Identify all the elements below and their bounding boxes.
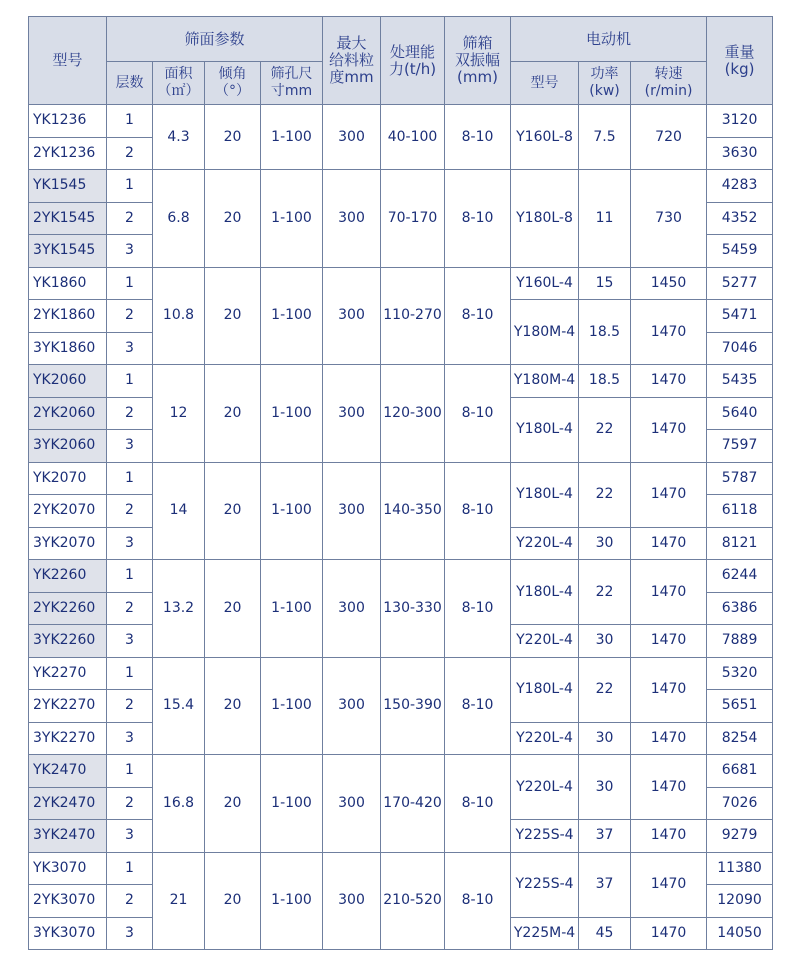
col-power: 功率 (kw) (579, 62, 631, 105)
max-feed-cell: 300 (323, 755, 381, 853)
max-feed-cell: 300 (323, 852, 381, 950)
angle-cell: 20 (205, 462, 261, 560)
speed-cell: 1470 (631, 300, 707, 365)
model-cell: 2YK2470 (29, 787, 107, 820)
layers-cell: 2 (107, 495, 153, 528)
power-cell: 22 (579, 462, 631, 527)
layers-cell: 1 (107, 105, 153, 138)
power-cell: 30 (579, 755, 631, 820)
model-cell: 3YK1545 (29, 235, 107, 268)
model-cell: YK1545 (29, 170, 107, 203)
capacity-cell: 140-350 (381, 462, 445, 560)
mesh-cell: 1-100 (261, 267, 323, 365)
model-cell: YK2060 (29, 365, 107, 398)
speed-cell: 1470 (631, 755, 707, 820)
power-cell: 22 (579, 397, 631, 462)
area-cell: 6.8 (153, 170, 205, 268)
model-cell: 2YK2060 (29, 397, 107, 430)
col-area: 面积 （㎡） (153, 62, 205, 105)
layers-cell: 2 (107, 202, 153, 235)
col-angle: 倾角 （°） (205, 62, 261, 105)
power-cell: 30 (579, 527, 631, 560)
angle-cell: 20 (205, 365, 261, 463)
amplitude-cell: 8-10 (445, 755, 511, 853)
layers-cell: 1 (107, 560, 153, 593)
weight-cell: 6118 (707, 495, 773, 528)
layers-cell: 1 (107, 170, 153, 203)
layers-cell: 3 (107, 527, 153, 560)
max-feed-cell: 300 (323, 560, 381, 658)
weight-cell: 7046 (707, 332, 773, 365)
table-row (29, 267, 773, 300)
weight-cell: 5320 (707, 657, 773, 690)
table-row (29, 170, 773, 203)
max-feed-cell: 300 (323, 365, 381, 463)
area-cell: 12 (153, 365, 205, 463)
model-cell: 2YK1860 (29, 300, 107, 333)
col-weight: 重量 (kg) (707, 17, 773, 105)
weight-cell: 11380 (707, 852, 773, 885)
mesh-cell: 1-100 (261, 365, 323, 463)
area-cell: 10.8 (153, 267, 205, 365)
angle-cell: 20 (205, 267, 261, 365)
power-cell: 37 (579, 820, 631, 853)
power-cell: 22 (579, 560, 631, 625)
table-row (29, 657, 773, 690)
angle-cell: 20 (205, 105, 261, 170)
motor-model-cell: Y160L-8 (511, 105, 579, 170)
layers-cell: 3 (107, 820, 153, 853)
angle-cell: 20 (205, 170, 261, 268)
model-cell: YK3070 (29, 852, 107, 885)
table-row (29, 365, 773, 398)
amplitude-cell: 8-10 (445, 462, 511, 560)
area-cell: 13.2 (153, 560, 205, 658)
angle-cell: 20 (205, 852, 261, 950)
weight-cell: 7889 (707, 625, 773, 658)
col-motor: 电动机 (511, 17, 707, 62)
layers-cell: 2 (107, 397, 153, 430)
col-amplitude: 筛箱 双振幅 (mm) (445, 17, 511, 105)
amplitude-cell: 8-10 (445, 365, 511, 463)
layers-cell: 2 (107, 592, 153, 625)
model-cell: 3YK2070 (29, 527, 107, 560)
model-cell: 2YK1545 (29, 202, 107, 235)
capacity-cell: 120-300 (381, 365, 445, 463)
weight-cell: 5435 (707, 365, 773, 398)
weight-cell: 5787 (707, 462, 773, 495)
amplitude-cell: 8-10 (445, 267, 511, 365)
power-cell: 15 (579, 267, 631, 300)
amplitude-cell: 8-10 (445, 657, 511, 755)
amplitude-cell: 8-10 (445, 105, 511, 170)
model-cell: 2YK2260 (29, 592, 107, 625)
weight-cell: 8121 (707, 527, 773, 560)
weight-cell: 9279 (707, 820, 773, 853)
motor-model-cell: Y180M-4 (511, 365, 579, 398)
layers-cell: 1 (107, 267, 153, 300)
motor-model-cell: Y220L-4 (511, 527, 579, 560)
area-cell: 16.8 (153, 755, 205, 853)
power-cell: 7.5 (579, 105, 631, 170)
power-cell: 22 (579, 657, 631, 722)
model-cell: YK1860 (29, 267, 107, 300)
area-cell: 21 (153, 852, 205, 950)
speed-cell: 1470 (631, 917, 707, 950)
layers-cell: 1 (107, 852, 153, 885)
model-cell: YK2070 (29, 462, 107, 495)
motor-model-cell: Y180M-4 (511, 300, 579, 365)
motor-model-cell: Y225S-4 (511, 820, 579, 853)
col-capacity: 处理能 力(t/h) (381, 17, 445, 105)
motor-model-cell: Y180L-4 (511, 657, 579, 722)
power-cell: 30 (579, 625, 631, 658)
layers-cell: 3 (107, 332, 153, 365)
mesh-cell: 1-100 (261, 560, 323, 658)
table-row (29, 852, 773, 885)
mesh-cell: 1-100 (261, 852, 323, 950)
col-motor-model: 型号 (511, 62, 579, 105)
mesh-cell: 1-100 (261, 755, 323, 853)
speed-cell: 1470 (631, 722, 707, 755)
layers-cell: 3 (107, 430, 153, 463)
model-cell: 3YK3070 (29, 917, 107, 950)
layers-cell: 1 (107, 657, 153, 690)
layers-cell: 1 (107, 365, 153, 398)
layers-cell: 1 (107, 462, 153, 495)
capacity-cell: 130-330 (381, 560, 445, 658)
power-cell: 45 (579, 917, 631, 950)
model-cell: YK2260 (29, 560, 107, 593)
weight-cell: 7026 (707, 787, 773, 820)
motor-model-cell: Y220L-4 (511, 722, 579, 755)
power-cell: 30 (579, 722, 631, 755)
speed-cell: 730 (631, 170, 707, 268)
speed-cell: 1470 (631, 365, 707, 398)
speed-cell: 1470 (631, 852, 707, 917)
max-feed-cell: 300 (323, 105, 381, 170)
weight-cell: 7597 (707, 430, 773, 463)
layers-cell: 3 (107, 235, 153, 268)
amplitude-cell: 8-10 (445, 170, 511, 268)
model-cell: YK1236 (29, 105, 107, 138)
motor-model-cell: Y180L-4 (511, 462, 579, 527)
capacity-cell: 210-520 (381, 852, 445, 950)
speed-cell: 1470 (631, 820, 707, 853)
speed-cell: 1470 (631, 560, 707, 625)
layers-cell: 1 (107, 755, 153, 788)
weight-cell: 5277 (707, 267, 773, 300)
model-cell: 2YK2270 (29, 690, 107, 723)
area-cell: 15.4 (153, 657, 205, 755)
speed-cell: 1470 (631, 657, 707, 722)
angle-cell: 20 (205, 755, 261, 853)
weight-cell: 5471 (707, 300, 773, 333)
weight-cell: 6681 (707, 755, 773, 788)
motor-model-cell: Y225S-4 (511, 852, 579, 917)
layers-cell: 3 (107, 722, 153, 755)
model-cell: 3YK2470 (29, 820, 107, 853)
mesh-cell: 1-100 (261, 462, 323, 560)
col-screen-params: 筛面参数 (107, 17, 323, 62)
motor-model-cell: Y220L-4 (511, 755, 579, 820)
model-cell: 3YK2060 (29, 430, 107, 463)
weight-cell: 5459 (707, 235, 773, 268)
weight-cell: 4352 (707, 202, 773, 235)
weight-cell: 14050 (707, 917, 773, 950)
area-cell: 14 (153, 462, 205, 560)
motor-model-cell: Y180L-4 (511, 397, 579, 462)
power-cell: 11 (579, 170, 631, 268)
model-cell: 3YK2260 (29, 625, 107, 658)
model-cell: 2YK3070 (29, 885, 107, 918)
capacity-cell: 40-100 (381, 105, 445, 170)
motor-model-cell: Y225M-4 (511, 917, 579, 950)
table-row (29, 105, 773, 138)
weight-cell: 6386 (707, 592, 773, 625)
angle-cell: 20 (205, 657, 261, 755)
amplitude-cell: 8-10 (445, 560, 511, 658)
motor-model-cell: Y180L-4 (511, 560, 579, 625)
capacity-cell: 110-270 (381, 267, 445, 365)
layers-cell: 2 (107, 885, 153, 918)
header-row-1 (29, 17, 773, 62)
col-layers: 层数 (107, 62, 153, 105)
speed-cell: 1470 (631, 397, 707, 462)
amplitude-cell: 8-10 (445, 852, 511, 950)
weight-cell: 5651 (707, 690, 773, 723)
spec-table (28, 16, 773, 950)
model-cell: YK2470 (29, 755, 107, 788)
weight-cell: 4283 (707, 170, 773, 203)
speed-cell: 720 (631, 105, 707, 170)
weight-cell: 3630 (707, 137, 773, 170)
table-row (29, 462, 773, 495)
mesh-cell: 1-100 (261, 105, 323, 170)
layers-cell: 3 (107, 917, 153, 950)
weight-cell: 6244 (707, 560, 773, 593)
motor-model-cell: Y220L-4 (511, 625, 579, 658)
model-cell: YK2270 (29, 657, 107, 690)
capacity-cell: 150-390 (381, 657, 445, 755)
col-max-feed: 最大 给料粒 度mm (323, 17, 381, 105)
max-feed-cell: 300 (323, 267, 381, 365)
layers-cell: 2 (107, 787, 153, 820)
speed-cell: 1470 (631, 462, 707, 527)
mesh-cell: 1-100 (261, 657, 323, 755)
power-cell: 18.5 (579, 300, 631, 365)
max-feed-cell: 300 (323, 462, 381, 560)
angle-cell: 20 (205, 560, 261, 658)
layers-cell: 2 (107, 137, 153, 170)
weight-cell: 3120 (707, 105, 773, 138)
max-feed-cell: 300 (323, 657, 381, 755)
motor-model-cell: Y180L-8 (511, 170, 579, 268)
weight-cell: 12090 (707, 885, 773, 918)
table-row (29, 560, 773, 593)
table-row (29, 755, 773, 788)
capacity-cell: 170-420 (381, 755, 445, 853)
weight-cell: 5640 (707, 397, 773, 430)
motor-model-cell: Y160L-4 (511, 267, 579, 300)
model-cell: 3YK2270 (29, 722, 107, 755)
layers-cell: 2 (107, 690, 153, 723)
capacity-cell: 70-170 (381, 170, 445, 268)
speed-cell: 1470 (631, 625, 707, 658)
area-cell: 4.3 (153, 105, 205, 170)
model-cell: 3YK1860 (29, 332, 107, 365)
model-cell: 2YK1236 (29, 137, 107, 170)
power-cell: 37 (579, 852, 631, 917)
col-speed: 转速 (r/min) (631, 62, 707, 105)
spec-body (29, 105, 773, 950)
col-mesh: 筛孔尺 寸mm (261, 62, 323, 105)
power-cell: 18.5 (579, 365, 631, 398)
speed-cell: 1450 (631, 267, 707, 300)
mesh-cell: 1-100 (261, 170, 323, 268)
weight-cell: 8254 (707, 722, 773, 755)
max-feed-cell: 300 (323, 170, 381, 268)
layers-cell: 3 (107, 625, 153, 658)
layers-cell: 2 (107, 300, 153, 333)
speed-cell: 1470 (631, 527, 707, 560)
model-cell: 2YK2070 (29, 495, 107, 528)
col-model: 型号 (29, 17, 107, 105)
